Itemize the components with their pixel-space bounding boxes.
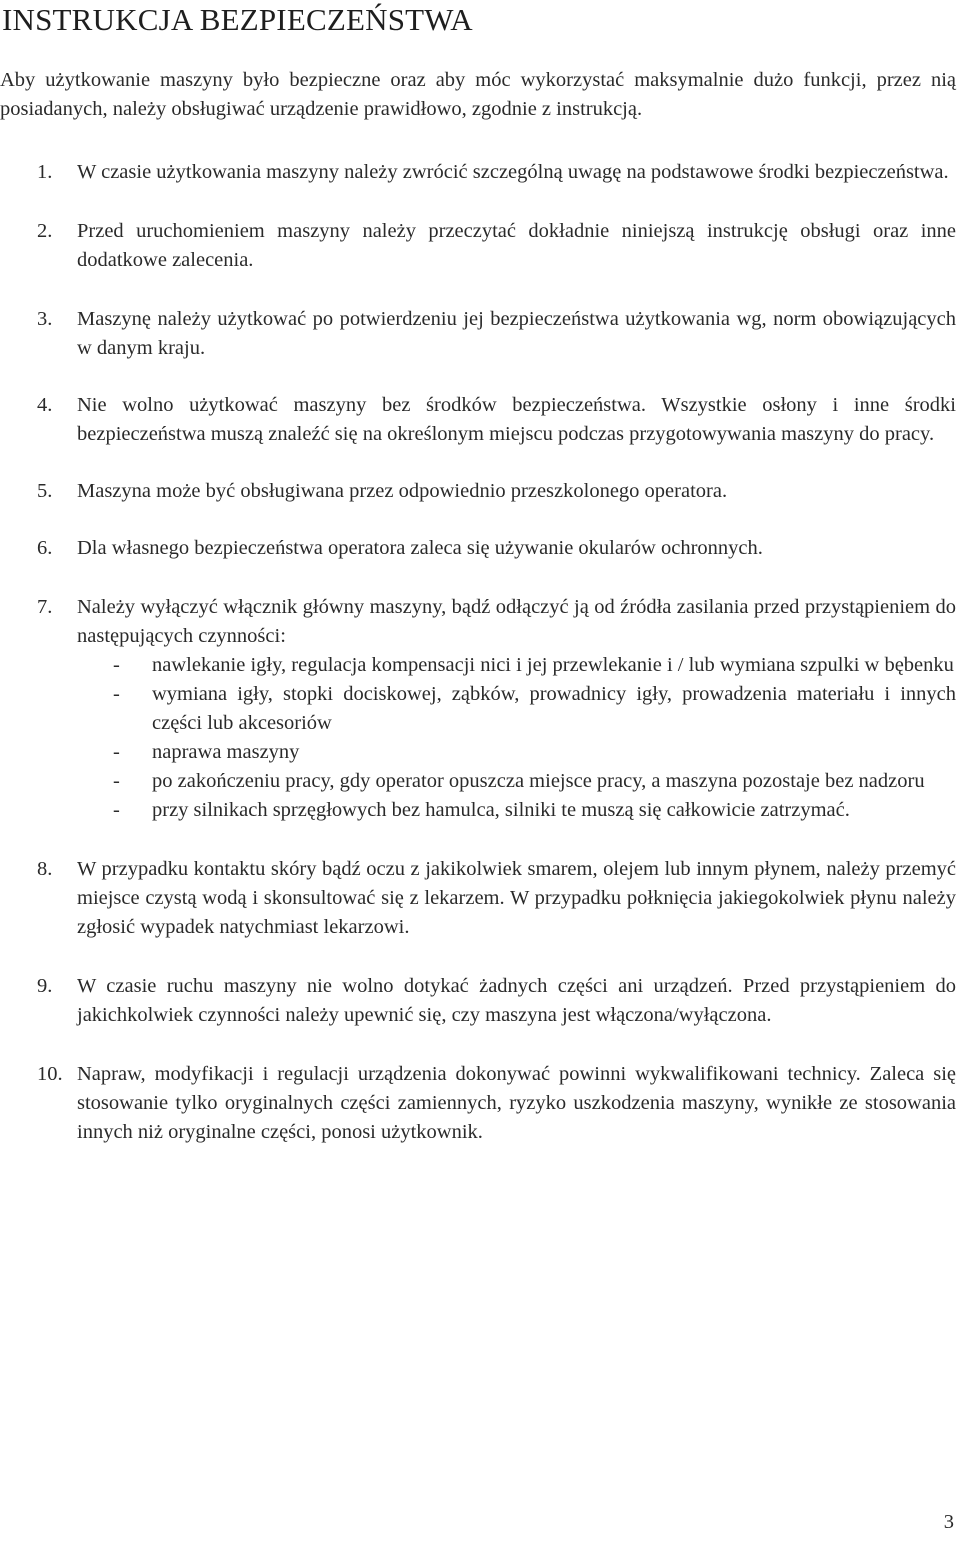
rule-text: Dla własnego bezpieczeństwa operatora zaleca się używanie okularów ochronnych. xyxy=(77,537,763,559)
sub-item-text: wymiana igły, stopki dociskowej, ząbków, prowadnicy igły, prowadzenia materiału i innych części lub akcesoriów xyxy=(152,683,956,734)
rule-text: W przypadku kontaktu skóry bądź oczu z jakikolwiek smarem, olejem lub innym płynem, należy przemyć miejsce czystą wodą i skonsultować się z lekarzem. W przypadku połknięcia jakiegokolwiek płynu należy zgłosić wypadek natychmiast lekarzowi. xyxy=(77,858,956,938)
dash-bullet: - xyxy=(113,654,120,676)
rule-number: 10. xyxy=(37,1063,63,1085)
rule-number: 6. xyxy=(37,537,53,559)
dash-bullet: - xyxy=(113,741,120,763)
sub-list-item xyxy=(77,796,956,825)
rule-item-1 xyxy=(0,158,956,187)
rule-item-8 xyxy=(0,855,956,942)
sub-item-text: przy silnikach sprzęgłowych bez hamulca, silniki te muszą się całkowicie zatrzymać. xyxy=(152,799,850,821)
rule-text: Nie wolno użytkować maszyny bez środków bezpieczeństwa. Wszystkie osłony i inne środki bezpieczeństwa muszą znaleźć się na określonym miejscu podczas przygotowywania maszyny do pracy. xyxy=(77,394,956,445)
rule-text: W czasie ruchu maszyny nie wolno dotykać żadnych części ani urządzeń. Przed przystąpieniem do jakichkolwiek czynności należy upewnić się, czy maszyna jest włączona/wyłączona. xyxy=(77,975,956,1026)
rule-7-sublist xyxy=(77,651,956,825)
intro-paragraph: Aby użytkowanie maszyny było bezpieczne oraz aby móc wykorzystać maksymalnie dużo funkcji, przez nią posiadanych, należy obsługiwać urządzenie prawidłowo, zgodnie z instrukcją. xyxy=(0,69,956,120)
sub-list-item xyxy=(77,767,956,796)
rule-item-6 xyxy=(0,534,956,563)
rule-item-7 xyxy=(0,593,956,825)
dash-bullet: - xyxy=(113,799,120,821)
sub-item-text: naprawa maszyny xyxy=(152,741,300,763)
rule-number: 1. xyxy=(37,161,53,183)
sub-list-item xyxy=(77,738,956,767)
rule-item-4 xyxy=(0,391,956,449)
rule-item-10 xyxy=(0,1060,956,1147)
rule-number: 2. xyxy=(37,220,53,242)
rule-text: Napraw, modyfikacji i regulacji urządzenia dokonywać powinni wykwalifikowani technicy. Zaleca się stosowanie tylko oryginalnych części zamiennych, ryzyko uszkodzenia maszyny, wynikłe ze stosowania innych niż oryginalne części, ponosi użytkownik. xyxy=(77,1063,956,1143)
dash-bullet: - xyxy=(113,770,120,792)
sub-list-item xyxy=(77,680,956,738)
dash-bullet: - xyxy=(113,683,120,705)
sub-item-text: nawlekanie igły, regulacja kompensacji nici i jej przewlekanie i / lub wymiana szpulki w bębenku xyxy=(152,654,954,676)
safety-rules-list xyxy=(0,158,956,1147)
rule-number: 8. xyxy=(37,858,53,880)
rule-text: Przed uruchomieniem maszyny należy przeczytać dokładnie niniejszą instrukcję obsługi oraz inne dodatkowe zalecenia. xyxy=(77,220,956,271)
rule-number: 3. xyxy=(37,308,53,330)
rule-number: 9. xyxy=(37,975,53,997)
rule-text: W czasie użytkowania maszyny należy zwrócić szczególną uwagę na podstawowe środki bezpieczeństwa. xyxy=(77,161,949,183)
sub-list-item xyxy=(77,651,956,680)
rule-item-3 xyxy=(0,305,956,363)
rule-item-2 xyxy=(0,217,956,275)
sub-item-text: po zakończeniu pracy, gdy operator opuszcza miejsce pracy, a maszyna pozostaje bez nadzoru xyxy=(152,770,925,792)
rule-number: 7. xyxy=(37,596,53,618)
rule-number: 4. xyxy=(37,394,53,416)
rule-number: 5. xyxy=(37,480,53,502)
page-number: 3 xyxy=(943,1511,954,1533)
rule-text: Maszyna może być obsługiwana przez odpowiednio przeszkolonego operatora. xyxy=(77,480,728,502)
rule-item-9 xyxy=(0,972,956,1030)
rule-item-5 xyxy=(0,477,956,506)
page-title: INSTRUKCJA BEZPIECZEŃSTWA xyxy=(2,2,473,37)
rule-text: Maszynę należy użytkować po potwierdzeniu jej bezpieczeństwa użytkowania wg, norm obowiązujących w danym kraju. xyxy=(77,308,956,359)
rule-text: Należy wyłączyć włącznik główny maszyny, bądź odłączyć ją od źródła zasilania przed przystąpieniem do następujących czynności: xyxy=(77,596,956,647)
